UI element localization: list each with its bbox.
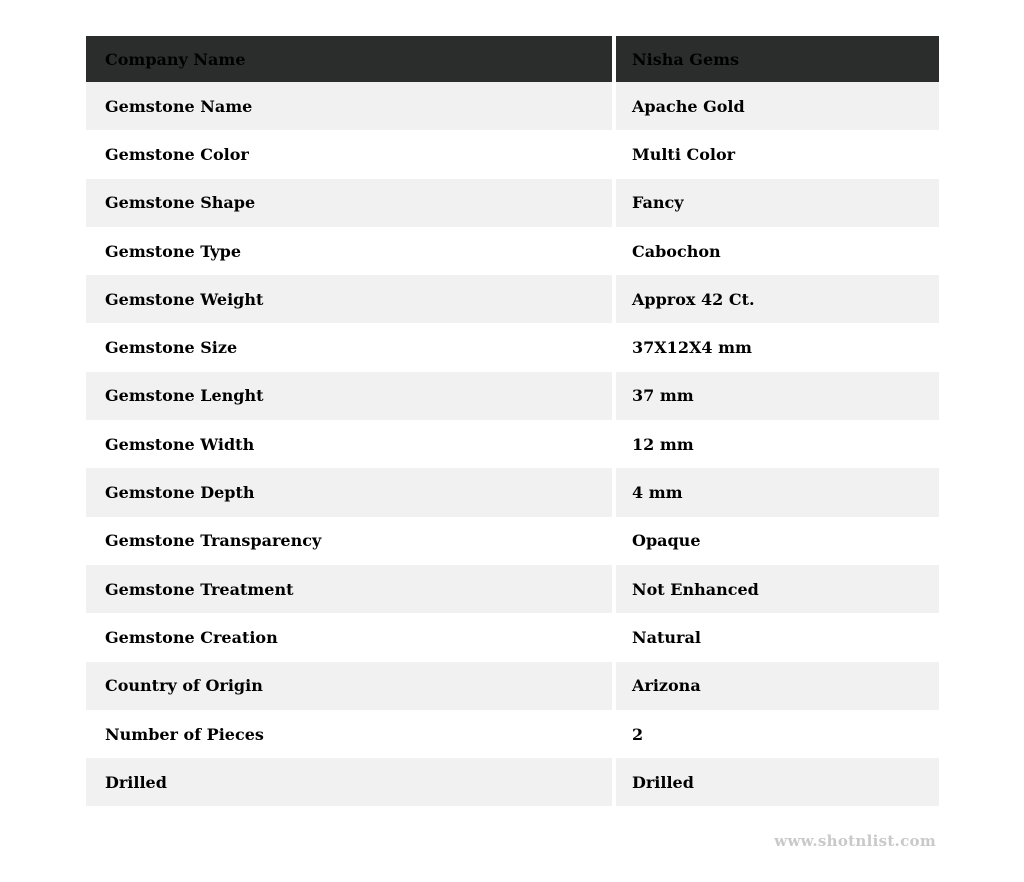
table-row bbox=[86, 758, 939, 806]
table-row bbox=[86, 82, 939, 130]
header-label-cell: Company Name bbox=[105, 49, 246, 69]
table-row bbox=[86, 323, 939, 371]
row-label: Gemstone Transparency bbox=[105, 531, 322, 551]
row-label: Gemstone Creation bbox=[105, 627, 278, 647]
table-row bbox=[86, 372, 939, 420]
row-value: Arizona bbox=[612, 662, 939, 710]
header-value-cell: Nisha Gems bbox=[612, 36, 939, 82]
row-value: Cabochon bbox=[612, 227, 939, 275]
row-label: Drilled bbox=[105, 772, 167, 792]
website-watermark: www.shotnlist.com bbox=[774, 832, 936, 850]
gemstone-spec-table bbox=[86, 36, 939, 806]
row-value: 2 bbox=[612, 710, 939, 758]
row-value: Approx 42 Ct. bbox=[612, 275, 939, 323]
table-row bbox=[86, 517, 939, 565]
table-row bbox=[86, 613, 939, 661]
row-label: Gemstone Weight bbox=[105, 289, 264, 309]
table-row bbox=[86, 227, 939, 275]
row-value: Apache Gold bbox=[612, 82, 939, 130]
table-row bbox=[86, 275, 939, 323]
row-label: Gemstone Color bbox=[105, 144, 249, 164]
row-label: Gemstone Treatment bbox=[105, 579, 294, 599]
table-row bbox=[86, 468, 939, 516]
row-label: Gemstone Depth bbox=[105, 483, 255, 503]
table-header-row bbox=[86, 36, 939, 82]
row-value: 37X12X4 mm bbox=[612, 323, 939, 371]
row-label: Gemstone Name bbox=[105, 96, 253, 116]
row-value: Fancy bbox=[612, 179, 939, 227]
row-value: 37 mm bbox=[612, 372, 939, 420]
table-row bbox=[86, 710, 939, 758]
row-label: Gemstone Shape bbox=[105, 193, 256, 213]
table-row bbox=[86, 130, 939, 178]
row-value: Multi Color bbox=[612, 130, 939, 178]
row-label: Gemstone Lenght bbox=[105, 386, 264, 406]
row-label: Country of Origin bbox=[105, 676, 263, 696]
table-row bbox=[86, 179, 939, 227]
row-label: Gemstone Width bbox=[105, 434, 255, 454]
row-value: 12 mm bbox=[612, 420, 939, 468]
row-value: Not Enhanced bbox=[612, 565, 939, 613]
row-value: Natural bbox=[612, 613, 939, 661]
row-label: Gemstone Type bbox=[105, 241, 242, 261]
row-value: Opaque bbox=[612, 517, 939, 565]
table-row bbox=[86, 420, 939, 468]
row-value: Drilled bbox=[612, 758, 939, 806]
row-label: Gemstone Size bbox=[105, 338, 238, 358]
row-value: 4 mm bbox=[612, 468, 939, 516]
table-row bbox=[86, 662, 939, 710]
row-label: Number of Pieces bbox=[105, 724, 264, 744]
table-row bbox=[86, 565, 939, 613]
